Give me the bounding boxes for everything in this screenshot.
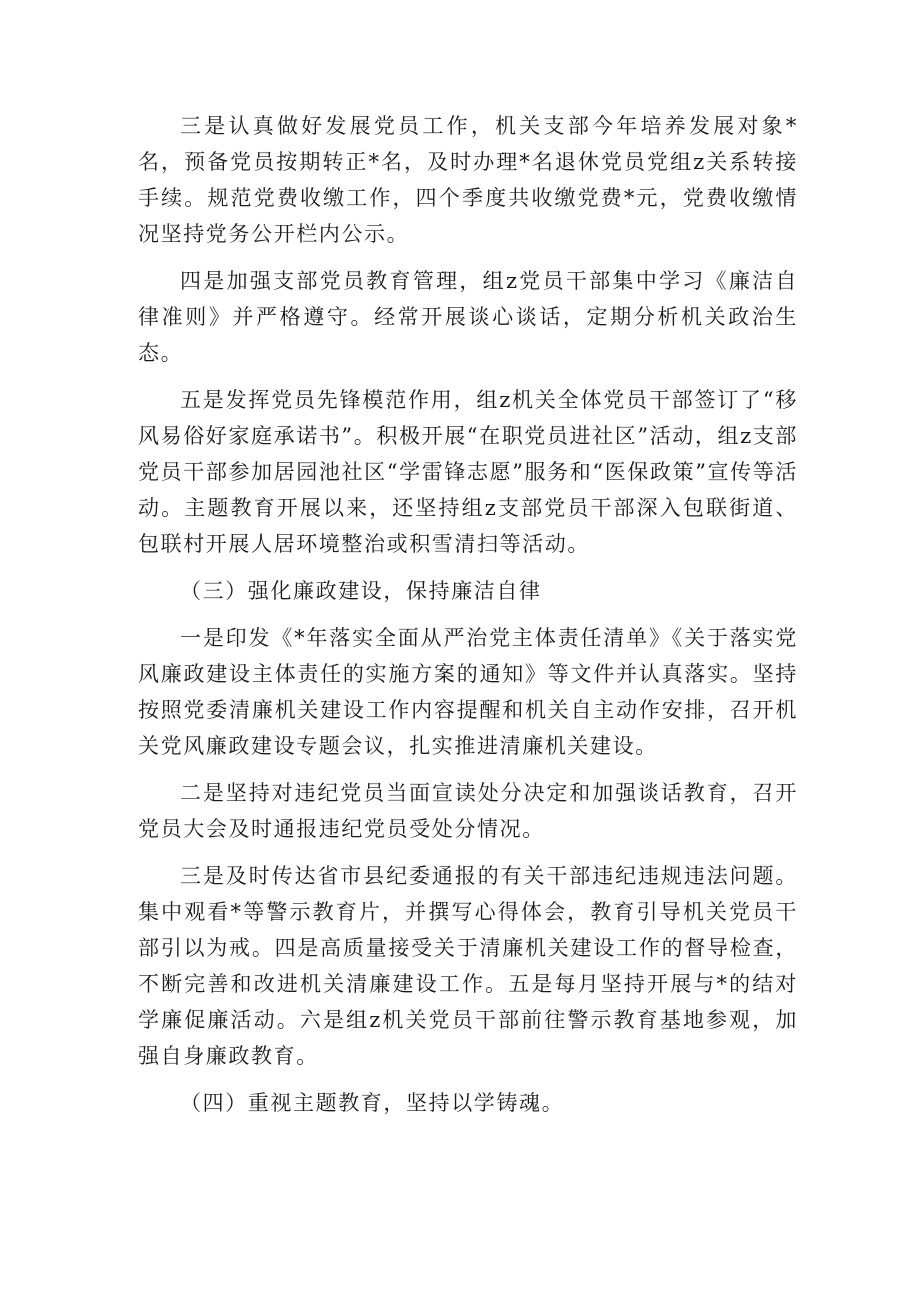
paragraph-member-education: 四是加强支部党员教育管理，组z党员干部集中学习《廉洁自律准则》并严格遵守。经常开展谈心谈话，定期分析机关政治生态。 <box>138 269 798 365</box>
paragraph-party-development: 三是认真做好发展党员工作，机关支部今年培养发展对象*名，预备党员按期转正*名，及时办理*名退休党员党组z关系转接手续。规范党费收缴工作，四个季度共收缴党费*元，党费收缴情况坚持党务公开栏内公示。 <box>138 114 798 246</box>
paragraph-vanguard-role: 五是发挥党员先锋模范作用，组z机关全体党员干部签订了“移风易俗好家庭承诺书”。积极开展“在职党员进社区”活动，组z支部党员干部参加居园池社区“学雷锋志愿”服务和“医保政策”宣传等活动。主题教育开展以来，还坚持组z支部党员干部深入包联街道、包联村开展人居环境整治或积雪清扫等活动。 <box>138 388 798 556</box>
section-heading-theme-education: （四）重视主题教育，坚持以学铸魂。 <box>180 1091 565 1115</box>
section-heading-integrity: （三）强化廉政建设，保持廉洁自律 <box>180 579 542 603</box>
paragraph-issue-documents: 一是印发《*年落实全面从严治党主体责任清单》《关于落实党风廉政建设主体责任的实施方案的通知》等文件并认真落实。坚持按照党委清廉机关建设工作内容提醒和机关自主动作安排，召开机关党风廉政建设专题会议，扎实推进清廉机关建设。 <box>138 626 798 758</box>
document-body <box>138 108 798 1132</box>
paragraph-discipline-talks: 二是坚持对违纪党员当面宣读处分决定和加强谈话教育，召开党员大会及时通报违纪党员受处分情况。 <box>138 781 798 841</box>
paragraph-warning-education: 三是及时传达省市县纪委通报的有关干部违纪违规违法问题。集中观看*等警示教育片，并撰写心得体会，教育引导机关党员干部引以为戒。四是高质量接受关于清廉机关建设工作的督导检查，不断完善和改进机关清廉建设工作。五是每月坚持开展与*的结对学廉促廉活动。六是组z机关党员干部前往警示教育基地参观，加强自身廉政教育。 <box>138 864 798 1068</box>
